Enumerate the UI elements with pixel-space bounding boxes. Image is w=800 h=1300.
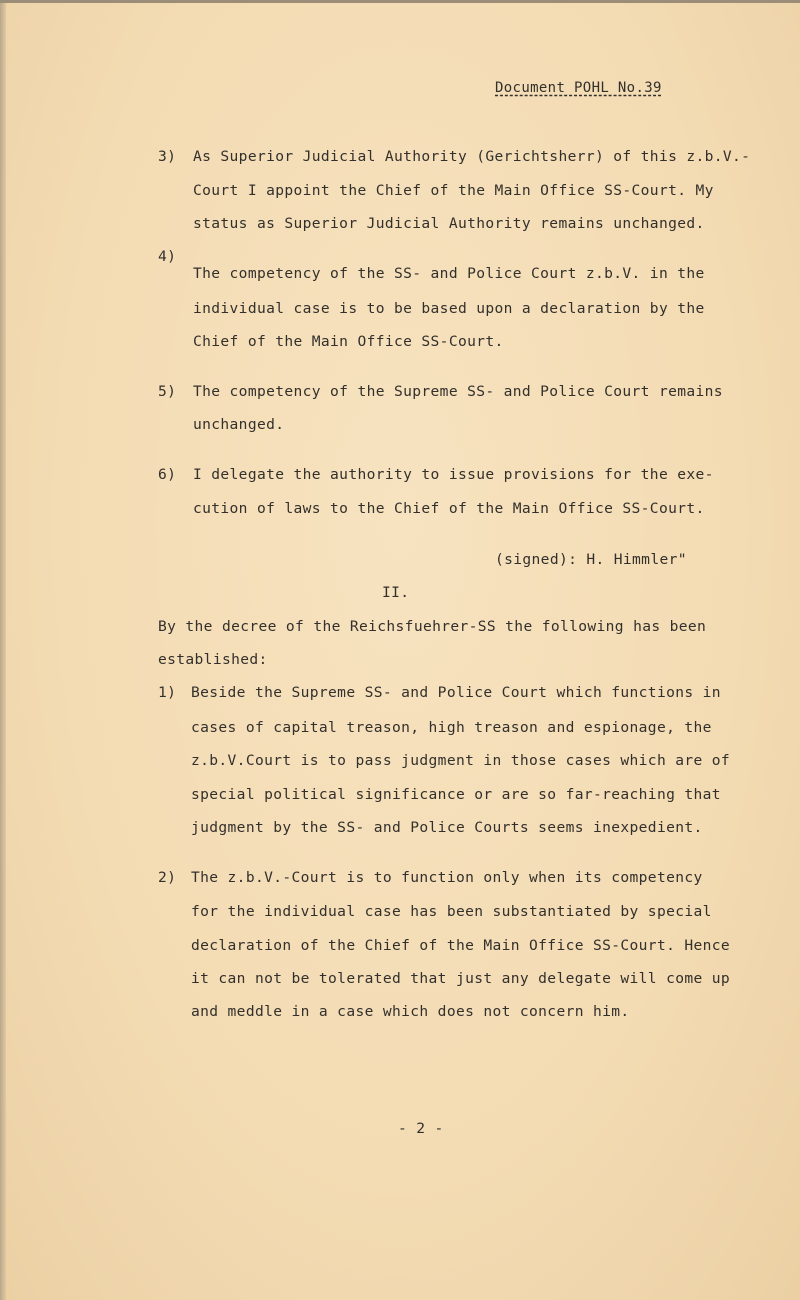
- item-line: it can not be tolerated that just any delegate will come up: [191, 970, 731, 987]
- page-number: - 2 -: [398, 1120, 444, 1137]
- item-line: for the individual case has been substantiated by special: [191, 903, 712, 920]
- item-line: Chief of the Main Office SS-Court.: [193, 333, 504, 350]
- item-number: 1): [158, 684, 177, 701]
- section-heading: II.: [382, 584, 410, 601]
- item-line: As Superior Judicial Authority (Gerichtsherr) of this z.b.V.-: [193, 148, 751, 165]
- item-number: 2): [158, 869, 177, 886]
- intro-line: By the decree of the Reichsfuehrer-SS the following has been: [158, 618, 707, 635]
- item-line: cution of laws to the Chief of the Main Office SS-Court.: [193, 500, 705, 517]
- item-line: judgment by the SS- and Police Courts seems inexpedient.: [191, 819, 703, 836]
- item-line: I delegate the authority to issue provisions for the exe-: [193, 466, 714, 483]
- intro-line: established:: [158, 651, 268, 668]
- item-number: 6): [158, 466, 177, 483]
- item-line: z.b.V.Court is to pass judgment in those cases which are of: [191, 752, 731, 769]
- signature-line: (signed): H. Himmler": [495, 551, 687, 568]
- item-number: 5): [158, 383, 177, 400]
- item-line: The competency of the Supreme SS- and Police Court remains: [193, 383, 723, 400]
- item-line: declaration of the Chief of the Main Office SS-Court. Hence: [191, 937, 731, 954]
- item-line: Court I appoint the Chief of the Main Office SS-Court. My: [193, 182, 714, 199]
- item-line: status as Superior Judicial Authority remains unchanged.: [193, 215, 705, 232]
- item-line: unchanged.: [193, 416, 285, 433]
- item-line: Beside the Supreme SS- and Police Court which functions in: [191, 684, 721, 701]
- item-line: cases of capital treason, high treason and espionage, the: [191, 719, 712, 736]
- item-line: The z.b.V.-Court is to function only when its competency: [191, 869, 703, 886]
- document-reference: Document POHL No.39: [495, 80, 662, 96]
- item-number: 4): [158, 248, 177, 265]
- item-line: individual case is to be based upon a declaration by the: [193, 300, 705, 317]
- page-top-edge: [0, 0, 800, 3]
- item-line: The competency of the SS- and Police Court z.b.V. in the: [193, 265, 705, 282]
- item-line: special political significance or are so far-reaching that: [191, 786, 721, 803]
- item-number: 3): [158, 148, 177, 165]
- page-edge-shadow: [0, 0, 6, 1300]
- item-line: and meddle in a case which does not concern him.: [191, 1003, 630, 1020]
